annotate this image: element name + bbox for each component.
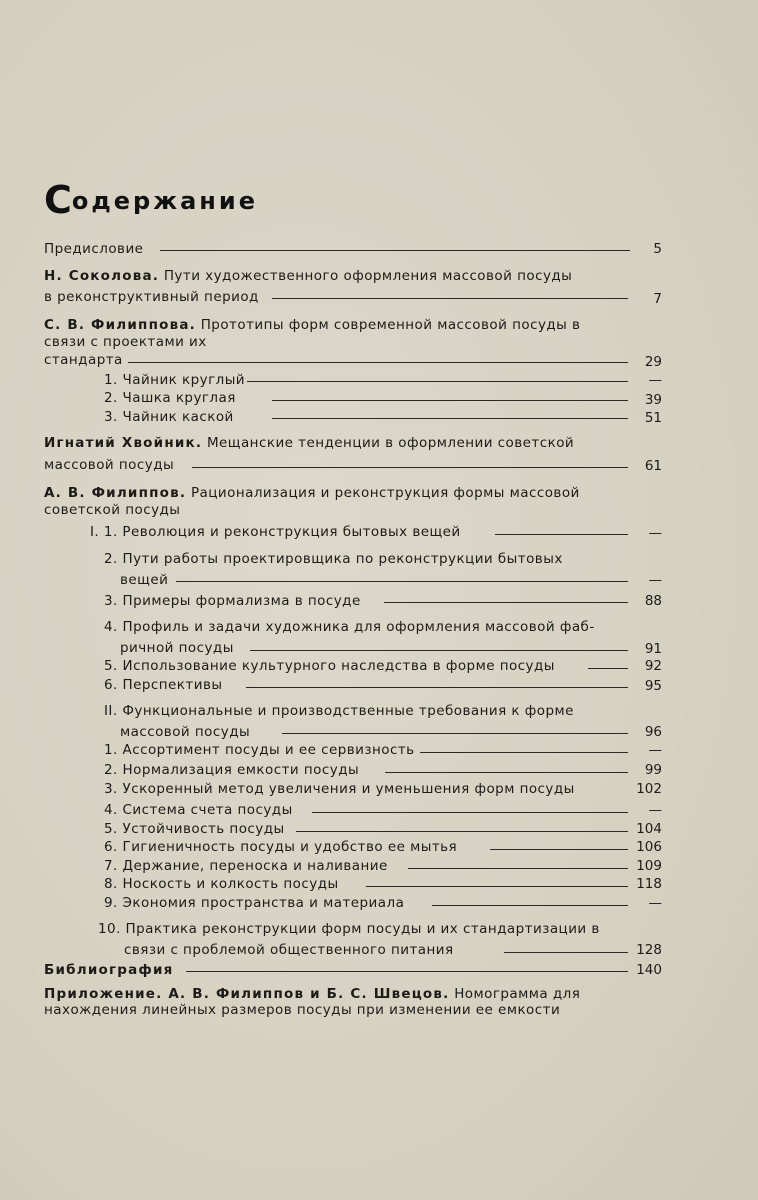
author-name: С. В. Филиппова.	[44, 317, 196, 333]
page-number: —	[648, 802, 662, 818]
toc-entry-continuation: советской посуды	[44, 502, 181, 518]
toc-subentry[interactable]: 1. Ассортимент посуды и ее сервизность	[104, 742, 415, 758]
author-name: Приложение. А. В. Филиппов и Б. С. Швецов.	[44, 986, 450, 1002]
page-number: 95	[644, 678, 662, 694]
toc-entry-preface[interactable]: Предисловие	[44, 241, 144, 257]
page-number: —	[648, 525, 662, 541]
author-name: Игнатий Хвойник.	[44, 435, 203, 451]
page-number: 118	[636, 876, 662, 892]
toc-entry-continuation: связи с проектами их	[44, 334, 207, 350]
toc-subentry[interactable]: 3. Чайник каской	[104, 409, 234, 425]
entry-title: Номограмма для	[449, 986, 581, 1002]
toc-subentry[interactable]: 1. Чайник круглый	[104, 372, 246, 388]
toc-subentry[interactable]: 4. Профиль и задачи художника для оформления массовой фаб-	[104, 619, 595, 635]
entry-title: Пути художественного оформления массовой посуды	[159, 268, 573, 284]
page-number: 104	[636, 821, 662, 837]
toc-subentry[interactable]: 9. Экономия пространства и материала	[104, 895, 405, 911]
leader-line	[385, 772, 628, 773]
page-number: 61	[644, 458, 662, 474]
title-rest: одержание	[71, 187, 258, 215]
toc-subentry[interactable]: 2. Пути работы проектировщика по реконструкции бытовых	[104, 551, 563, 567]
leader-line	[490, 849, 628, 850]
page-number: 109	[636, 858, 662, 874]
toc-entry-continuation: связи с проблемой общественного питания	[124, 942, 454, 958]
leader-line	[160, 250, 630, 251]
page-number: —	[648, 372, 662, 388]
page-number: 39	[644, 392, 662, 408]
leader-line	[247, 381, 628, 382]
toc-entry-khvoynik[interactable]	[44, 433, 574, 453]
toc-entry-continuation: вещей	[120, 572, 169, 588]
toc-subentry[interactable]: 2. Нормализация емкости посуды	[104, 762, 360, 778]
toc-entry-continuation: ричной посуды	[120, 640, 234, 656]
page-number: 106	[636, 839, 662, 855]
entry-title: Мещанские тенденции в оформлении советской	[202, 435, 575, 451]
toc-subentry[interactable]: 8. Носкость и колкость посуды	[104, 876, 339, 892]
leader-line	[250, 650, 628, 651]
page-number: —	[648, 895, 662, 911]
page-number: 51	[644, 410, 662, 426]
toc-entry-bibliography[interactable]: Библиография	[44, 962, 174, 978]
entry-title: Прототипы форм современной массовой посуды в	[195, 317, 581, 333]
leader-line	[272, 418, 628, 419]
page-number: 102	[636, 781, 662, 797]
leader-line	[246, 687, 628, 688]
leader-line	[186, 971, 628, 972]
entry-title: Рационализация и реконструкция формы массовой	[186, 485, 580, 501]
title-initial: С	[44, 178, 72, 222]
toc-subentry[interactable]: 3. Примеры формализма в посуде	[104, 593, 361, 609]
leader-line	[282, 733, 628, 734]
leader-line	[384, 602, 628, 603]
page-title	[44, 178, 258, 222]
toc-subentry[interactable]: I. 1. Революция и реконструкция бытовых вещей	[90, 524, 461, 540]
toc-subentry[interactable]: 6. Перспективы	[104, 677, 223, 693]
page-number: 128	[636, 942, 662, 958]
toc-entry-continuation: массовой посуды	[44, 457, 175, 473]
author-name: Н. Соколова.	[44, 268, 160, 284]
leader-line	[192, 467, 628, 468]
toc-subentry[interactable]: 7. Держание, переноска и наливание	[104, 858, 388, 874]
leader-line	[408, 868, 628, 869]
page-number: 92	[644, 658, 662, 674]
page-number: —	[648, 742, 662, 758]
leader-line	[420, 752, 628, 753]
page-number: 96	[644, 724, 662, 740]
page-number: 140	[636, 962, 662, 978]
toc-subentry[interactable]: 5. Устойчивость посуды	[104, 821, 285, 837]
author-name: А. В. Филиппов.	[44, 485, 187, 501]
page-number: —	[648, 572, 662, 588]
toc-entry-continuation: массовой посуды	[120, 724, 251, 740]
leader-line	[312, 812, 628, 813]
leader-line	[504, 952, 628, 953]
toc-subentry[interactable]: 4. Система счета посуды	[104, 802, 293, 818]
leader-line	[272, 298, 628, 299]
leader-line	[366, 886, 628, 887]
page-number: 88	[644, 593, 662, 609]
page-number: 99	[644, 762, 662, 778]
leader-line	[128, 362, 628, 363]
page-number: 91	[644, 641, 662, 657]
leader-line	[432, 905, 628, 906]
toc-entry-continuation: стандарта	[44, 352, 123, 368]
leader-line	[296, 831, 628, 832]
page-number: 7	[653, 291, 662, 307]
leader-line	[272, 400, 628, 401]
toc-subentry[interactable]: 3. Ускоренный метод увеличения и уменьшения форм посуды	[104, 781, 575, 797]
toc-subentry[interactable]: 10. Практика реконструкции форм посуды и их стандартизации в	[98, 921, 600, 937]
page-number: 5	[653, 241, 662, 257]
toc-subentry[interactable]: 5. Использование культурного наследства в форме посуды	[104, 658, 555, 674]
leader-line	[495, 534, 628, 535]
toc-entry-sokolova[interactable]	[44, 266, 572, 286]
toc-subentry[interactable]: II. Функциональные и производственные требования к форме	[104, 703, 574, 719]
page-number: 29	[644, 354, 662, 370]
leader-line	[176, 581, 628, 582]
toc-subentry[interactable]: 2. Чашка круглая	[104, 390, 236, 406]
toc-subentry[interactable]: 6. Гигиеничность посуды и удобство ее мытья	[104, 839, 458, 855]
toc-entry-continuation: в реконструктивный период	[44, 289, 259, 305]
toc-entry-continuation: нахождения линейных размеров посуды при изменении ее емкости	[44, 1002, 561, 1018]
